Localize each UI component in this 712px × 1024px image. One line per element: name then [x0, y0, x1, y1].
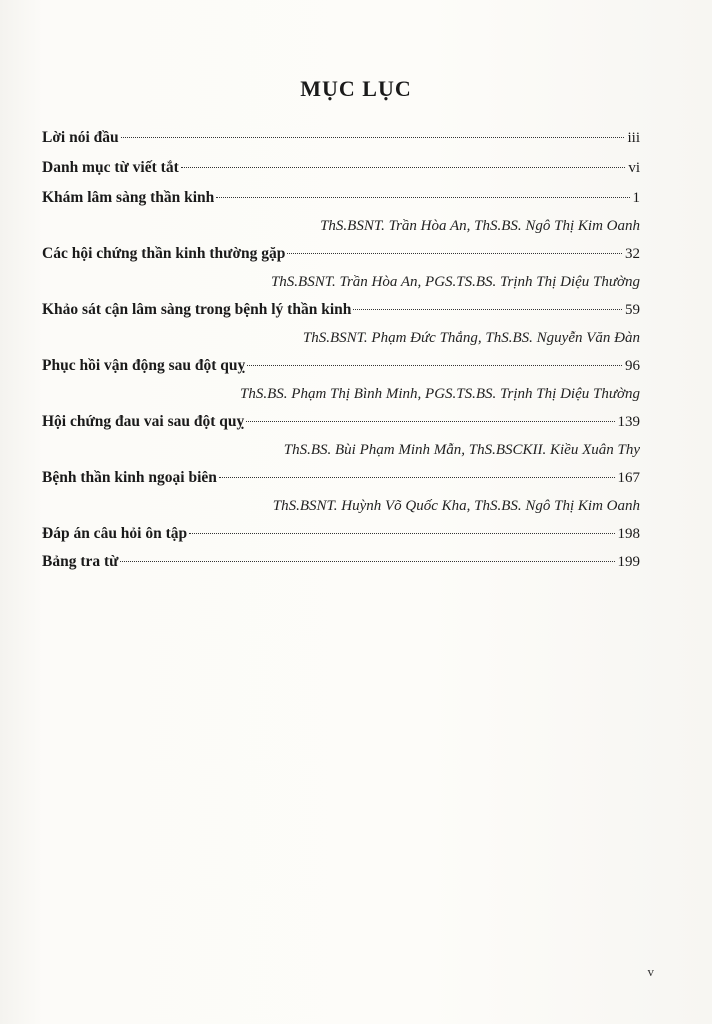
toc-entry-label: Khám lâm sàng thần kinh: [42, 189, 215, 206]
toc-entry-label: Hội chứng đau vai sau đột quỵ: [42, 413, 245, 430]
toc-entry[interactable]: [42, 354, 640, 378]
toc-entry[interactable]: [42, 242, 640, 266]
toc-entry-page: 1: [632, 190, 640, 206]
toc-entry[interactable]: [42, 522, 640, 546]
toc-entry-page: 198: [617, 526, 640, 542]
dot-leader: [246, 421, 614, 422]
page-folio: v: [647, 964, 654, 979]
toc-entry[interactable]: [42, 410, 640, 434]
toc-entry-page: 167: [617, 470, 640, 486]
toc-entry-page: iii: [627, 130, 640, 146]
dot-leader: [247, 365, 622, 366]
page-title: MỤC LỤC: [300, 76, 412, 101]
dot-leader: [189, 533, 614, 534]
toc-entry[interactable]: [42, 466, 640, 490]
toc-entry-page: vi: [628, 160, 640, 176]
toc-entry-authors: ThS.BSNT. Huỳnh Võ Quốc Kha, ThS.BS. Ngô Thị Kim Oanh: [272, 498, 640, 514]
dot-leader: [120, 561, 614, 562]
toc-entry-authors: ThS.BSNT. Phạm Đức Thắng, ThS.BS. Nguyễn Văn Đàn: [302, 330, 640, 346]
toc-entry-page: 199: [617, 554, 640, 570]
dot-leader: [216, 197, 629, 198]
toc-entry-label: Đáp án câu hỏi ôn tập: [42, 525, 188, 542]
toc-entry-label: Lời nói đầu: [42, 129, 119, 146]
toc-entry-label: Phục hồi vận động sau đột quỵ: [42, 357, 246, 374]
toc-entry[interactable]: [42, 156, 640, 180]
toc-entry[interactable]: [42, 126, 640, 150]
dot-leader: [181, 167, 626, 168]
dot-leader: [287, 253, 622, 254]
toc-entry-label: Các hội chứng thần kinh thường gặp: [42, 245, 286, 262]
dot-leader: [353, 309, 622, 310]
toc-entry-authors: ThS.BSNT. Trần Hòa An, ThS.BS. Ngô Thị Kim Oanh: [320, 218, 640, 234]
toc-entry-page: 96: [625, 358, 640, 374]
toc-entry-page: 139: [617, 414, 640, 430]
toc-entry[interactable]: [42, 186, 640, 210]
toc-entry-authors: ThS.BS. Phạm Thị Bình Minh, PGS.TS.BS. Trịnh Thị Diệu Thường: [240, 386, 640, 402]
toc-entry-label: Bảng tra từ: [42, 553, 119, 570]
toc-entry-authors: ThS.BSNT. Trần Hòa An, PGS.TS.BS. Trịnh Thị Diệu Thường: [270, 274, 640, 290]
toc-entry-page: 59: [625, 302, 640, 318]
toc-entry[interactable]: [42, 298, 640, 322]
toc-entry-label: Khảo sát cận lâm sàng trong bệnh lý thần kinh: [42, 301, 352, 318]
toc-entry-page: 32: [625, 246, 640, 262]
toc-entry[interactable]: [42, 550, 640, 574]
toc-entry-label: Danh mục từ viết tắt: [42, 159, 179, 176]
dot-leader: [121, 137, 625, 138]
table-of-contents: [42, 126, 640, 574]
toc-entry-authors: ThS.BS. Bùi Phạm Minh Mẫn, ThS.BSCKII. Kiều Xuân Thy: [283, 442, 640, 458]
dot-leader: [219, 477, 615, 478]
toc-entry-label: Bệnh thần kinh ngoại biên: [42, 469, 217, 486]
